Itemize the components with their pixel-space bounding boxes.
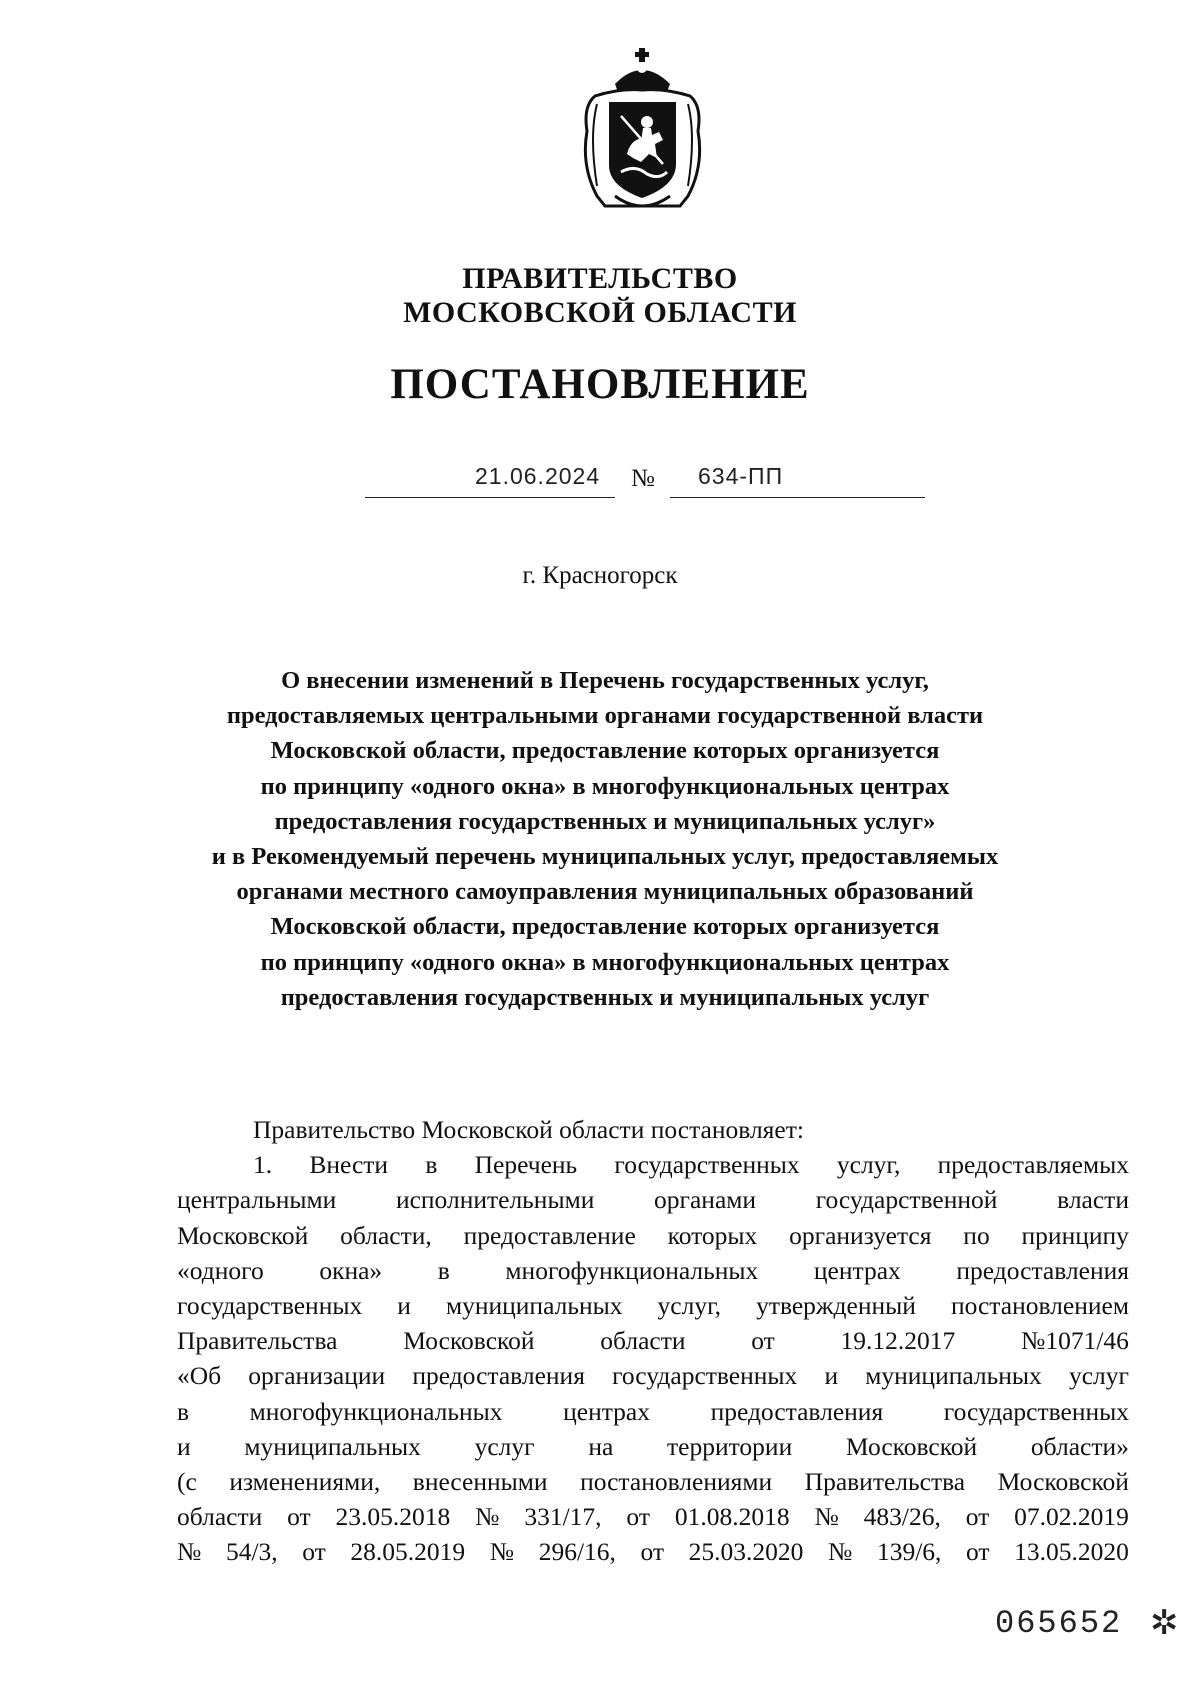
registration-date: 21.06.2024 bbox=[475, 463, 601, 489]
org-name-line1: ПРАВИТЕЛЬСТВО bbox=[462, 262, 738, 295]
body-word: в bbox=[425, 1150, 438, 1180]
body-word: № bbox=[814, 1502, 839, 1532]
body-word: утвержденный bbox=[756, 1291, 916, 1321]
body-word: организации bbox=[248, 1361, 386, 1391]
body-word: № bbox=[177, 1537, 202, 1567]
body-word: от bbox=[640, 1537, 665, 1567]
body-word: 07.02.2019 bbox=[1014, 1502, 1129, 1532]
body-line bbox=[177, 1464, 1129, 1499]
title-line: органами местного самоуправления муниципальных образований bbox=[236, 878, 974, 906]
body-word: от bbox=[287, 1502, 311, 1532]
body-line bbox=[177, 1429, 1129, 1464]
body-word: 19.12.2017 bbox=[840, 1326, 956, 1356]
body-word: области bbox=[177, 1502, 263, 1532]
document-type: ПОСТАНОВЛЕНИЕ bbox=[390, 361, 810, 408]
body-line: Правительство Московской области постановляет: bbox=[253, 1115, 804, 1144]
body-word: постановлением bbox=[950, 1291, 1129, 1321]
title-line: по принципу «одного окна» в многофункциональных центрах bbox=[260, 948, 950, 976]
body-word: центрах bbox=[813, 1255, 901, 1285]
body-word: области bbox=[600, 1326, 686, 1356]
body-word: «одного bbox=[177, 1255, 264, 1285]
body-word: муниципальных bbox=[445, 1291, 623, 1321]
body-word: власти bbox=[1057, 1185, 1129, 1215]
coat-of-arms-icon bbox=[575, 46, 710, 216]
title-line: Московской области, предоставление которых организуется bbox=[270, 737, 940, 765]
number-sign-field bbox=[627, 457, 667, 497]
body-line bbox=[177, 1218, 1129, 1253]
body-word: территории bbox=[667, 1431, 793, 1461]
body-word: центральными bbox=[177, 1185, 337, 1215]
serial-mark-icon: ✲ bbox=[1150, 1603, 1179, 1643]
body-word: и bbox=[397, 1291, 411, 1321]
body-word: № bbox=[828, 1537, 853, 1567]
body-word: от bbox=[751, 1326, 775, 1356]
body-word: в bbox=[437, 1255, 450, 1285]
body-word: государственных bbox=[177, 1291, 363, 1321]
body-word: и bbox=[177, 1431, 191, 1461]
body-word: Правительства bbox=[804, 1467, 966, 1497]
title-line: и в Рекомендуемый перечень муниципальных услуг, предоставляемых bbox=[211, 843, 999, 871]
body-word: 54/3, bbox=[225, 1537, 278, 1567]
body-word: и bbox=[824, 1361, 839, 1391]
title-line: предоставления государственных и муниципальных услуг bbox=[280, 983, 930, 1011]
body-word: 13.05.2020 bbox=[1014, 1537, 1129, 1567]
title-line: Московской области, предоставление которых организуется bbox=[270, 913, 940, 941]
title-line: О внесении изменений в Перечень государственных услуг, bbox=[281, 667, 929, 694]
title-line: предоставления государственных и муниципальных услуг» bbox=[274, 807, 936, 835]
body-word: государственных bbox=[943, 1396, 1129, 1426]
body-word: (с bbox=[177, 1467, 197, 1497]
body-line bbox=[177, 1253, 1129, 1288]
body-line bbox=[177, 1358, 1129, 1393]
body-word: Правительства bbox=[177, 1326, 338, 1356]
body-word: исполнительными bbox=[395, 1185, 595, 1215]
org-name-line2: МОСКОВСКОЙ ОБЛАСТИ bbox=[403, 296, 797, 329]
body-word: № bbox=[475, 1502, 500, 1532]
body-word: в bbox=[177, 1396, 190, 1426]
body-word: внесенными bbox=[412, 1467, 548, 1497]
body-word: многофункциональных bbox=[249, 1396, 503, 1426]
document-body bbox=[177, 1112, 1129, 1570]
body-word: организуется bbox=[789, 1220, 932, 1250]
body-word: предоставление bbox=[463, 1220, 636, 1250]
body-word: услуг, bbox=[836, 1150, 901, 1180]
body-word: от bbox=[966, 1537, 990, 1567]
body-word: Московской bbox=[997, 1467, 1129, 1497]
body-line bbox=[177, 1499, 1129, 1534]
body-word: на bbox=[588, 1431, 614, 1461]
body-word: от bbox=[302, 1537, 326, 1567]
body-word: органами bbox=[654, 1185, 757, 1215]
body-word: 296/16, bbox=[538, 1537, 616, 1567]
body-word: 139/6, bbox=[876, 1537, 942, 1567]
body-word: услуг, bbox=[657, 1291, 722, 1321]
body-word: «Об bbox=[177, 1361, 222, 1391]
body-word: 483/26, bbox=[863, 1502, 941, 1532]
body-word: от bbox=[626, 1502, 650, 1532]
body-line bbox=[177, 1288, 1129, 1323]
number-sign: № bbox=[631, 465, 655, 492]
body-word: многофункциональных bbox=[505, 1255, 759, 1285]
body-word: центрах bbox=[563, 1396, 650, 1426]
body-line bbox=[177, 1394, 1129, 1429]
body-word: 25.03.2020 bbox=[688, 1537, 804, 1567]
body-word: 01.08.2018 bbox=[674, 1502, 790, 1532]
body-word: государственных bbox=[614, 1150, 800, 1180]
number-field bbox=[670, 457, 925, 498]
date-field bbox=[365, 457, 615, 498]
body-word: которых bbox=[667, 1220, 758, 1250]
body-line bbox=[177, 1323, 1129, 1358]
body-word: муниципальных bbox=[244, 1431, 421, 1461]
body-line bbox=[177, 1147, 1129, 1182]
document-title bbox=[150, 663, 1060, 1015]
body-word: Московской bbox=[845, 1431, 978, 1461]
body-line bbox=[177, 1182, 1129, 1217]
body-word: № bbox=[489, 1537, 515, 1567]
title-line: по принципу «одного окна» в многофункциональных центрах bbox=[260, 772, 950, 800]
body-word: постановлениями bbox=[580, 1467, 773, 1497]
body-word: услуг bbox=[474, 1431, 535, 1461]
body-word: №1071/46 bbox=[1021, 1326, 1129, 1356]
body-word: окна» bbox=[319, 1255, 383, 1285]
body-word: государственной bbox=[815, 1185, 998, 1215]
form-serial-number: 065652 bbox=[995, 1605, 1123, 1642]
body-word: Перечень bbox=[474, 1150, 578, 1180]
body-word: области» bbox=[1030, 1431, 1129, 1461]
body-word: 23.05.2018 bbox=[335, 1502, 451, 1532]
body-word: области, bbox=[340, 1220, 432, 1250]
body-word: услуг bbox=[1068, 1361, 1129, 1391]
place-of-issue: г. Красногорск bbox=[522, 562, 678, 589]
body-word: предоставляемых bbox=[937, 1150, 1129, 1180]
body-word: предоставления bbox=[710, 1396, 884, 1426]
body-word: 1. bbox=[253, 1150, 273, 1180]
body-word: принципу bbox=[1021, 1220, 1129, 1250]
body-word: муниципальных bbox=[865, 1361, 1042, 1391]
title-line: предоставляемых центральными органами государственной власти bbox=[226, 702, 984, 730]
body-word: от bbox=[965, 1502, 990, 1532]
body-word: государственных bbox=[612, 1361, 798, 1391]
body-word: 331/17, bbox=[524, 1502, 602, 1532]
body-word: Московской bbox=[177, 1220, 309, 1250]
body-word: по bbox=[963, 1220, 990, 1250]
body-word: Внести bbox=[309, 1150, 389, 1180]
body-word: 28.05.2019 bbox=[350, 1537, 466, 1567]
body-word: предоставления bbox=[956, 1255, 1129, 1285]
registration-number: 634-ПП bbox=[698, 463, 784, 489]
body-word: изменениями, bbox=[229, 1467, 381, 1497]
body-line bbox=[177, 1534, 1129, 1569]
body-word: Московской bbox=[403, 1326, 535, 1356]
body-word: предоставления bbox=[412, 1361, 585, 1391]
